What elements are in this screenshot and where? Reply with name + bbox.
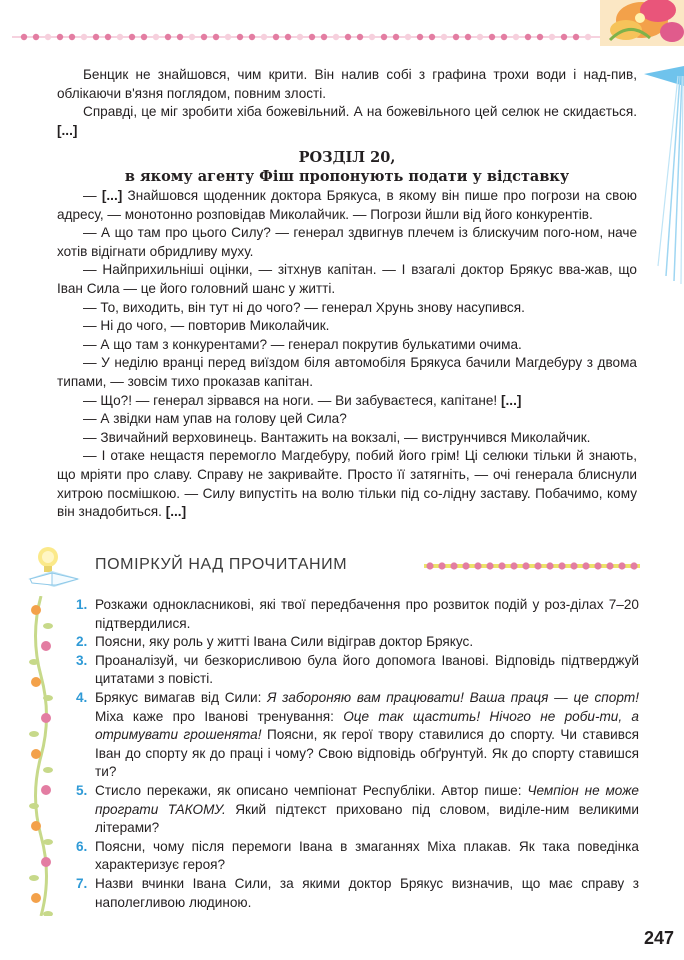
top-dot [165, 34, 171, 40]
vine-flower [41, 641, 51, 651]
top-dot-row [18, 30, 598, 44]
dialogue-line: — Звичайний верховинець. Вантажить на вокзалі, — виструнчився Миколайчик. [83, 429, 591, 445]
top-dot [225, 34, 231, 40]
vine-leaf [43, 623, 53, 629]
top-dot [489, 34, 495, 40]
top-dot [477, 34, 483, 40]
divider-dot [486, 562, 493, 569]
vine-leaf [29, 659, 39, 665]
top-dot [33, 34, 39, 40]
top-dot [537, 34, 543, 40]
divider-dot [558, 562, 565, 569]
top-dot [561, 34, 567, 40]
vine-flower [41, 785, 51, 795]
intro-text [57, 66, 637, 140]
question-item: 6. Поясни, чому після перемоги Івана в змаганнях Міха плакав. Як така поведінка характеризує героя? [76, 838, 639, 873]
top-dot [309, 34, 315, 40]
question-number: 2. [76, 634, 88, 650]
top-dot [285, 34, 291, 40]
top-dot [321, 34, 327, 40]
top-dot [141, 34, 147, 40]
top-dot [357, 34, 363, 40]
question-number: 6. [76, 838, 88, 854]
divider-dot [498, 562, 505, 569]
vine-leaf [43, 839, 53, 845]
dialogue-line: — А що там з конкурентами? — генерал покрутив булькатими очима. [83, 336, 522, 352]
page-number: 247 [643, 928, 674, 948]
vine-flower [31, 677, 41, 687]
question-item: 1. Розкажи однокласникові, які твої передбачення про розвиток подій у роз-ділах 7–20 підтвердилися. [76, 597, 639, 631]
section-title: ПОМІРКУЙ НАД ПРОЧИТАНИМ [95, 556, 348, 573]
vine-flower [41, 857, 51, 867]
dialogue-text [57, 187, 637, 522]
top-dot [153, 34, 159, 40]
top-dot [405, 34, 411, 40]
top-dot [525, 34, 531, 40]
vine-leaf [29, 875, 39, 881]
top-dot [297, 34, 303, 40]
top-dot [393, 34, 399, 40]
top-dot [177, 34, 183, 40]
top-dot [429, 34, 435, 40]
vine-leaf [43, 767, 53, 773]
top-dot [213, 34, 219, 40]
divider-dot [606, 562, 613, 569]
dialogue-line: — А що там про цього Силу? — генерал здвигнув плечем із блискучим пого-ном, наче хотів відігнати обридливу муху. [57, 225, 637, 259]
vine-flower [31, 821, 41, 831]
dialogue-line: — [...] Знайшовся щоденник доктора Брякуса, в якому він пише про погрози на свою адресу, — монотонно розповідав Миколайчик. — Погрози йшли від його конкурентів. [57, 188, 637, 222]
section-divider [424, 560, 640, 572]
top-dot [441, 34, 447, 40]
divider-dot [438, 562, 445, 569]
question-number: 5. [76, 782, 88, 798]
vine-leaf [43, 695, 53, 701]
top-dot [81, 34, 87, 40]
top-dot [513, 34, 519, 40]
top-dot [273, 34, 279, 40]
vine-leaf [43, 911, 53, 916]
divider-dot [534, 562, 541, 569]
chapter-title: РОЗДІЛ 20, [298, 149, 396, 166]
divider-dot [618, 562, 625, 569]
top-dot [189, 34, 195, 40]
vine-flower [41, 713, 51, 723]
question-number: 7. [76, 875, 88, 891]
top-dot [93, 34, 99, 40]
corner-flower-ornament [600, 0, 684, 46]
top-dot [261, 34, 267, 40]
dialogue-line: — У неділю вранці перед виїздом біля автомобіля Брякуса бачили Магдебуру з двома типами, — зовсім тихо проказав капітан. [57, 355, 637, 389]
divider-dot [546, 562, 553, 569]
top-dot [465, 34, 471, 40]
question-list [76, 596, 639, 912]
top-dot [585, 34, 591, 40]
vine-leaf [29, 731, 39, 737]
divider-dot [582, 562, 589, 569]
top-dot [129, 34, 135, 40]
top-dot [57, 34, 63, 40]
question-item: 4. Брякус вимагав від Сили: Я забороняю вам працювати! Ваша праця — це спорт! Міха каже про Іванові тренування: Оце так щастить! Нічого не роби-ти, а отримувати грошенята! Поясни, як герої твору ставилися до спорту. Чи ставився Іван до спорту як до праці і чому? Свою відповідь обґрунтуй. Як до спорту ставишся ти? [76, 689, 639, 780]
top-dot [369, 34, 375, 40]
intro-paragraph: Справді, це міг зробити хіба божевільний. А на божевільного цей селюк не скидається. [...] [57, 104, 637, 138]
top-dot [21, 34, 27, 40]
top-dot [573, 34, 579, 40]
dialogue-line: — То, виходить, він тут ні до чого? — генерал Хрунь знову насупився. [83, 299, 525, 315]
divider-dot [426, 562, 433, 569]
question-item: 2. Поясни, яку роль у житті Івана Сили відіграв доктор Брякус. [79, 633, 639, 652]
question-item: 5. Стисло перекажи, як описано чемпіонат Республіки. Автор пише: Чемпіон не може програти ТАКОМУ. Який підтекст приховано під словом, виділе-ним великими літерами? [76, 782, 639, 836]
question-item: 7. Назви вчинки Івана Сили, за якими доктор Брякус визначив, що має справу з наполегливою людиною. [76, 875, 639, 910]
top-dot [333, 34, 339, 40]
top-dot [501, 34, 507, 40]
divider-dot [462, 562, 469, 569]
divider-dot [510, 562, 517, 569]
dialogue-line: — Що?! — генерал зірвався на ноги. — Ви забуваєтеся, капітане! [...] [83, 392, 522, 408]
vine-leaf [29, 803, 39, 809]
top-dot [201, 34, 207, 40]
question-item: 3. Проаналізуй, чи безкорисливою була його допомога Іванові. Відповідь підтверджуй цитатами з повісті. [76, 652, 639, 687]
top-dot [45, 34, 51, 40]
question-number: 1. [76, 597, 88, 612]
left-vine-ornament [24, 596, 58, 916]
top-dot [345, 34, 351, 40]
dialogue-line: — Ні до чого, — повторив Миколайчик. [83, 318, 330, 334]
open-book-lightbulb-icon [24, 545, 84, 589]
question-number: 4. [76, 689, 88, 705]
divider-dot [522, 562, 529, 569]
question-number: 3. [76, 652, 88, 668]
divider-dot [594, 562, 601, 569]
divider-dot [630, 562, 637, 569]
dialogue-line: — А звідки нам упав на голову цей Сила? [83, 411, 347, 427]
chapter-heading [57, 148, 637, 186]
top-dot [237, 34, 243, 40]
vine-flower [31, 749, 41, 759]
vine-flower [31, 605, 41, 615]
top-dot [549, 34, 555, 40]
top-dot [69, 34, 75, 40]
vine-flower [31, 893, 41, 903]
divider-dot [450, 562, 457, 569]
top-dot [453, 34, 459, 40]
chapter-subtitle: в якому агенту Фіш пропонують подати у відставку [124, 168, 570, 185]
top-dot [117, 34, 123, 40]
top-dot [249, 34, 255, 40]
ellipsis-mark: [...] [57, 122, 78, 138]
dialogue-line: — І отаке нещастя перемогло Магдебуру, побий його грім! Ці селюки тільки й знають, що мріяти про славу. Справу не закривайте. Просто її затягніть, — очі генерала блиснули хитрою посмішкою. — Силу випустіть на волю тільки під со-лідну заставу. Побачимо, кому він знадобиться. [...] [57, 448, 637, 520]
top-dot [105, 34, 111, 40]
divider-dot [474, 562, 481, 569]
intro-paragraph: Бенцик не знайшовся, чим крити. Він налив собі з графина трохи води і над-пив, облікаючи в'язня поглядом, повним злості. [57, 67, 637, 101]
top-dot [417, 34, 423, 40]
dialogue-line: — Найприхильніші оцінки, — зітхнув капітан. — І взагалі доктор Брякус вва-жав, що Іван Сила — це його головний шанс у житті. [57, 262, 637, 296]
top-dot [381, 34, 387, 40]
divider-dot [570, 562, 577, 569]
right-fan-ornament [644, 66, 684, 286]
